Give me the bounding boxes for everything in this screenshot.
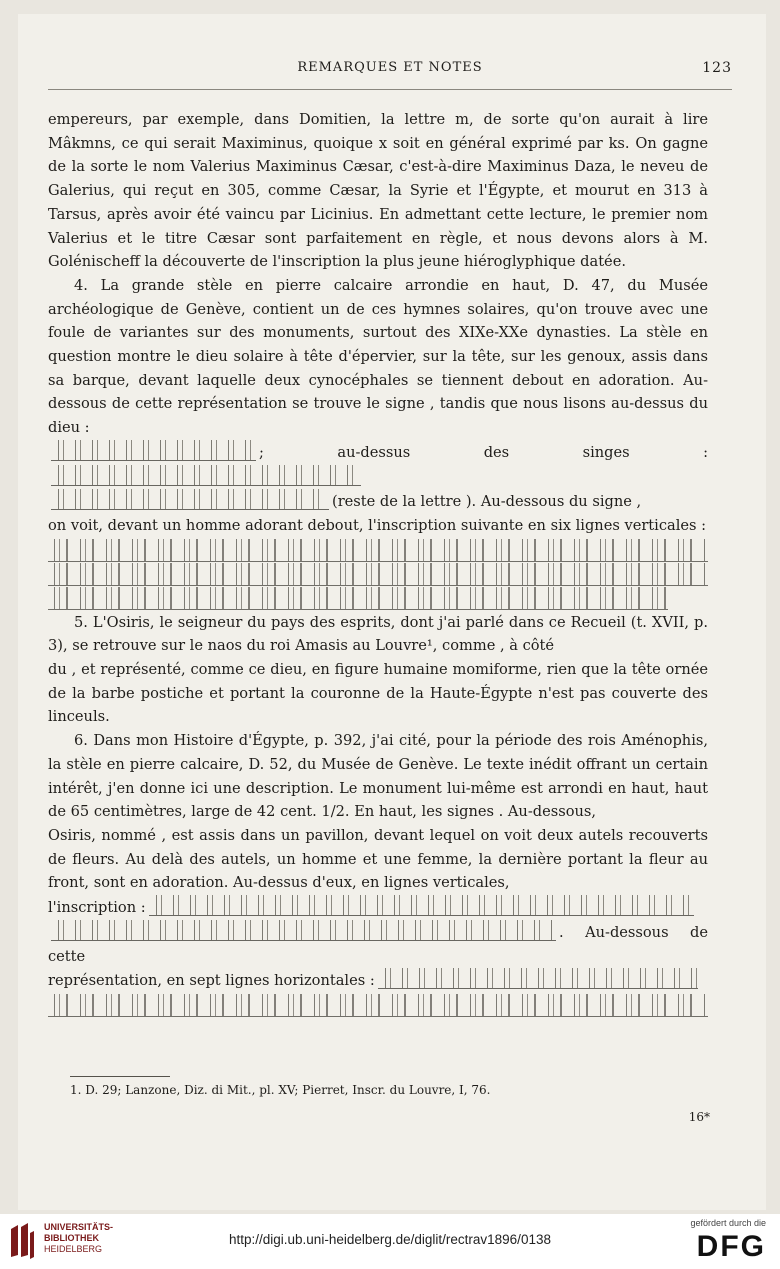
- hieroglyph-line: [48, 489, 708, 514]
- page-number: 123: [702, 60, 732, 76]
- hieroglyph-line: [48, 895, 708, 920]
- hieroglyph-group: [149, 895, 694, 916]
- hieroglyph-group: [51, 920, 556, 941]
- inline-text: représentation, en sept lignes horizontales :: [48, 972, 375, 990]
- paragraph: du , et représenté, comme ce dieu, en figure humaine momiforme, rien que la tête ornée de la barbe postiche et portant la couronne de la Haute-Égypte n'est pas couverte des linceuls.: [48, 661, 708, 726]
- paragraph: 4. La grande stèle en pierre calcaire arrondie en haut, D. 47, du Musée archéologique de Genève, contient un de ces hymnes solaires, qu'on trouve avec une foule de variantes sur des monuments, surtout des XIXe-XXe dynasties. La stèle en question montre le dieu solaire à tête d'épervier, sur la tête, sur les genoux, assis dans sa barque, devant laquelle deux cynocéphales se tiennent debout en adoration. Au-dessous de cette représentation se trouve le signe , tandis que nous lisons au-dessus du dieu :: [48, 276, 708, 437]
- hieroglyph-row: [48, 563, 708, 586]
- inline-text: . Au-dessous de cette: [48, 923, 708, 965]
- paragraph: 6. Dans mon Histoire d'Égypte, p. 392, j'ai cité, pour la période des rois Aménophis, la stèle en pierre calcaire, D. 52, du Musée de Genève. Le texte inédit offrant un certain intérêt, j'en donne ici une description. Le monument lui-même est arrondi en haut, haut de 65 centimètres, large de 42 cent. 1/2. En haut, les signes . Au-dessous,: [48, 732, 708, 821]
- funding-note: gefördert durch die: [690, 1218, 766, 1228]
- hieroglyph-group: [378, 968, 698, 989]
- body-text: [48, 108, 708, 1018]
- inline-text: l'inscription :: [48, 899, 146, 917]
- paragraph: Osiris, nommé , est assis dans un pavillon, devant lequel on voit deux autels recouverts de fleurs. Au delà des autels, un homme et une femme, la dernière portant la fleur au front, sont en adoration. Au-dessus d'eux, en lignes verticales,: [48, 826, 708, 892]
- hieroglyph-row: [48, 994, 708, 1017]
- library-name-line: BIBLIOTHEK: [44, 1233, 99, 1243]
- footnote: 1. D. 29; Lanzone, Diz. di Mit., pl. XV; Pierret, Inscr. du Louvre, I, 76.: [70, 1083, 491, 1097]
- viewer-footer: [0, 1214, 780, 1269]
- hieroglyph-line: [48, 440, 708, 489]
- permalink[interactable]: http://digi.ub.uni-heidelberg.de/diglit/rectrav1896/0138: [229, 1232, 551, 1247]
- paragraph: empereurs, par exemple, dans Domitien, la lettre m, de sorte qu'on aurait à lire Mâkmns, ce qui serait Maximinus, quoique x soit en général exprimé par ks. On gagne de la sorte le nom Valerius Maximinus Cæsar, c'est-à-dire Maximinus Daza, le neveu de Galerius, qui reçut en 305, comme Cæsar, la Syrie et l'Égypte, et mourut en 313 à Tarsus, après avoir été vaincu par Licinius. En admettant cette lecture, le premier nom Valerius et le titre Cæsar sont parfaitement en règle, et nous devons alors à M. Golénischeff la découverte de l'inscription la plus jeune hiéroglyphique datée.: [48, 111, 708, 271]
- library-name-line: UNIVERSITÄTS-: [44, 1222, 114, 1232]
- header-title: REMARQUES ET NOTES: [297, 60, 483, 75]
- hieroglyph-line: [48, 968, 708, 993]
- inline-text: ; au-dessus des singes :: [259, 443, 708, 461]
- library-name-line: HEIDELBERG: [44, 1244, 103, 1254]
- hieroglyph-group: [51, 440, 256, 461]
- hieroglyph-row: [48, 539, 708, 562]
- footnote-rule: [70, 1076, 170, 1077]
- header-rule: [48, 89, 732, 90]
- dfg-logo: DFG: [696, 1230, 766, 1263]
- hieroglyph-group: [51, 489, 329, 510]
- hieroglyph-line: [48, 920, 708, 968]
- paragraph: 5. L'Osiris, le seigneur du pays des esprits, dont j'ai parlé dans ce Recueil (t. XVII, p. 3), se retrouve sur le naos du roi Amasis au Louvre¹, comme , à côté: [48, 613, 708, 655]
- running-header: [48, 60, 732, 82]
- sheet-mark: 16*: [688, 1110, 710, 1124]
- inline-text: (reste de la lettre ). Au-dessous du signe ,: [332, 493, 642, 511]
- paragraph: on voit, devant un homme adorant debout, l'inscription suivante en six lignes verticales :: [48, 516, 707, 534]
- hieroglyph-group: [51, 465, 361, 486]
- hieroglyph-row: [48, 587, 668, 610]
